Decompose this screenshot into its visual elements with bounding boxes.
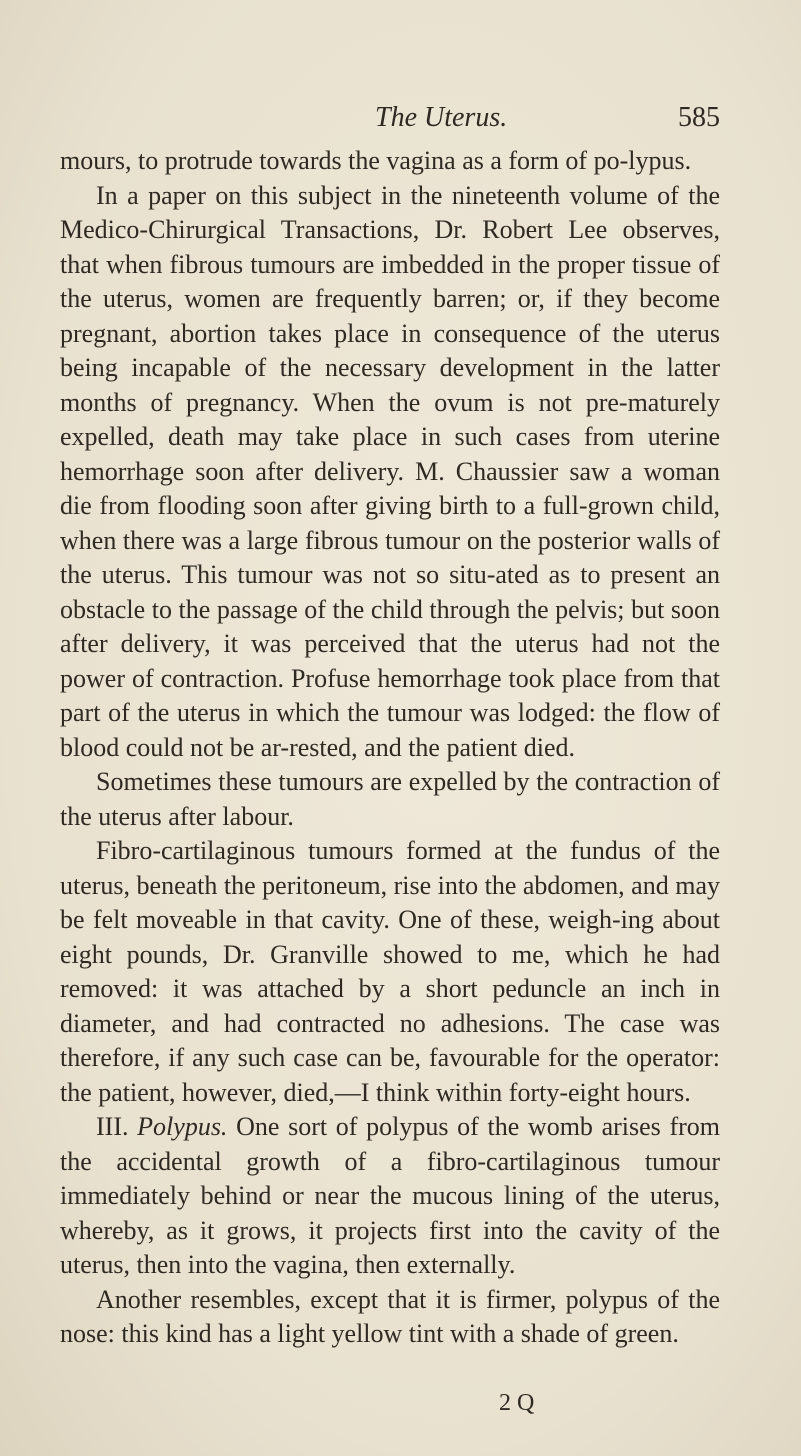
paragraph-polypus: [60, 1110, 720, 1283]
page-header: [60, 100, 720, 136]
signature-mark: 2 Q: [499, 1390, 535, 1416]
body-text: [60, 144, 720, 1352]
paragraph-robert-lee: In a paper on this subject in the nineteenth volume of the Medico-Chirurgical Transactions, Dr. Robert Lee observes, that when fibrous tumours are imbedded in the proper tissue of the uterus, women are frequently barren; or, if they become pregnant, abortion takes place in consequence of the uterus being incapable of the necessary development in the latter months of pregnancy. When the ovum is not pre-maturely expelled, death may take place in such cases from uterine hemorrhage soon after delivery. M. Chaussier saw a woman die from flooding soon after giving birth to a full-grown child, when there was a large fibrous tumour on the posterior walls of the uterus. This tumour was not so situ-ated as to present an obstacle to the passage of the child through the pelvis; but soon after delivery, it was perceived that the uterus had not the power of contraction. Profuse hemorrhage took place from that part of the uterus in which the tumour was lodged: the flow of blood could not be ar-rested, and the patient died.: [60, 180, 720, 762]
page-number: 585: [678, 102, 720, 133]
running-title: The Uterus.: [375, 102, 508, 133]
paragraph-continuation: mours, to protrude towards the vagina as a form of po-lypus.: [60, 146, 692, 175]
section-text: One sort of polypus of the womb arises from the accidental growth of a fibro-cartilaginous tumour immediately behind or near the mucous lining of the uterus, whereby, as it grows, it projects first into the cavity of the uterus, then into the vagina, then externally.: [60, 1112, 721, 1279]
section-numeral: III.: [96, 1112, 129, 1141]
section-heading: Polypus.: [137, 1112, 228, 1141]
paragraph-expelled-tumours: Sometimes these tumours are expelled by the contraction of the uterus after labour.: [60, 767, 720, 831]
paragraph-another-polypus: Another resembles, except that it is firmer, polypus of the nose: this kind has a light yellow tint with a shade of green.: [60, 1284, 720, 1348]
paragraph-fibro-cartilaginous: Fibro-cartilaginous tumours formed at the fundus of the uterus, beneath the peritoneum, rise into the abdomen, and may be felt moveable in that cavity. One of these, weigh-ing about eight pounds, Dr. Granville showed to me, which he had removed: it was attached by a short peduncle an inch in diameter, and had contracted no adhesions. The case was therefore, if any such case can be, favourable for the operator: the patient, however, died,—I think within forty-eight hours.: [60, 836, 720, 1107]
